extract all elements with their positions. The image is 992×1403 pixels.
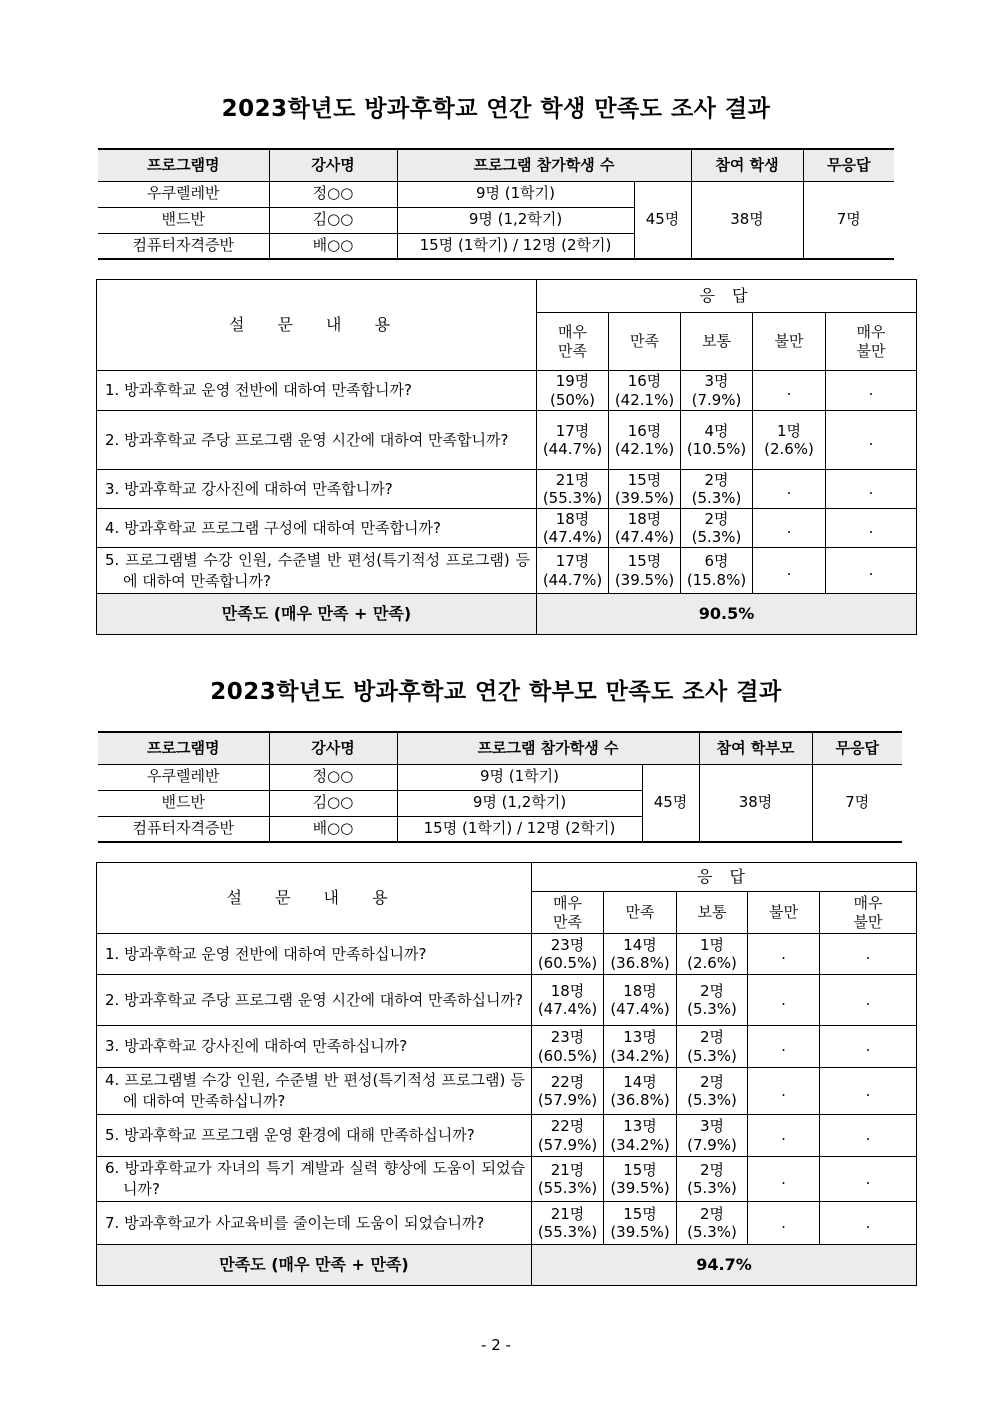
dissatisfied-value: 1명 (2.6%) <box>753 411 826 470</box>
table-row <box>97 975 917 1026</box>
table-row <box>97 371 917 411</box>
very-dissatisfied-value: . <box>826 371 917 411</box>
very-satisfied-value: 21명 (55.3%) <box>537 470 609 509</box>
question-text: 3. 방과후학교 강사진에 대하여 만족합니까? <box>105 479 393 498</box>
very-dissatisfied-value: . <box>826 470 917 509</box>
very-dissatisfied-value: . <box>820 975 917 1026</box>
header-no-response: 무응답 <box>812 732 902 764</box>
program-count: 9명 (1,2학기) <box>397 790 642 816</box>
option-very-satisfied: 매우 만족 <box>532 892 604 934</box>
teacher-name: 배○○ <box>269 233 397 259</box>
dissatisfied-value: . <box>748 1026 820 1068</box>
satisfaction-value: 94.7% <box>532 1245 917 1286</box>
table-row <box>97 548 917 594</box>
survey-content-header: 설 문 내 용 <box>97 863 532 934</box>
satisfied-value: 14명 (36.8%) <box>604 934 677 975</box>
student-survey-table <box>96 279 917 635</box>
table-row <box>97 411 917 470</box>
satisfied-value: 16명 (42.1%) <box>609 371 681 411</box>
very-dissatisfied-value: . <box>826 411 917 470</box>
neutral-value: 2명 (5.3%) <box>677 1202 748 1245</box>
satisfied-value: 15명 (39.5%) <box>609 470 681 509</box>
satisfied-value: 13명 (34.2%) <box>604 1115 677 1157</box>
program-count: 9명 (1학기) <box>397 181 634 207</box>
teacher-name: 배○○ <box>269 816 397 842</box>
teacher-name: 정○○ <box>269 181 397 207</box>
very-satisfied-value: 17명 (44.7%) <box>537 548 609 594</box>
very-satisfied-value: 17명 (44.7%) <box>537 411 609 470</box>
header-teacher: 강사명 <box>269 732 397 764</box>
program-name: 밴드반 <box>98 207 269 233</box>
very-satisfied-value: 19명 (50%) <box>537 371 609 411</box>
question-text: 7. 방과후학교가 사교육비를 줄이는데 도움이 되었습니까? <box>105 1213 485 1232</box>
very-satisfied-value: 21명 (55.3%) <box>532 1202 604 1245</box>
neutral-value: 3명 (7.9%) <box>677 1115 748 1157</box>
response-header: 응 답 <box>532 863 917 892</box>
satisfied-value: 13명 (34.2%) <box>604 1026 677 1068</box>
neutral-value: 2명 (5.3%) <box>681 509 753 548</box>
very-dissatisfied-value: . <box>820 1157 917 1202</box>
option-satisfied: 만족 <box>609 313 681 371</box>
neutral-value: 3명 (7.9%) <box>681 371 753 411</box>
neutral-value: 2명 (5.3%) <box>681 470 753 509</box>
table-row <box>97 1202 917 1245</box>
very-dissatisfied-value: . <box>820 1026 917 1068</box>
header-teacher: 강사명 <box>269 149 397 181</box>
header-program-name: 프로그램명 <box>98 149 269 181</box>
parent-program-table <box>98 731 902 843</box>
option-dissatisfied: 불만 <box>748 892 820 934</box>
option-neutral: 보통 <box>677 892 748 934</box>
very-dissatisfied-value: . <box>820 1068 917 1115</box>
dissatisfied-value: . <box>748 934 820 975</box>
option-very-dissatisfied: 매우 불만 <box>826 313 917 371</box>
dissatisfied-value: . <box>748 1157 820 1202</box>
satisfied-value: 16명 (42.1%) <box>609 411 681 470</box>
option-very-satisfied: 매우 만족 <box>537 313 609 371</box>
neutral-value: 2명 (5.3%) <box>677 1068 748 1115</box>
question-text: 2. 방과후학교 주당 프로그램 운영 시간에 대하여 만족합니까? <box>105 430 509 449</box>
neutral-value: 6명 (15.8%) <box>681 548 753 594</box>
dissatisfied-value: . <box>748 1202 820 1245</box>
dissatisfied-value: . <box>748 1068 820 1115</box>
student-section-title: 2023학년도 방과후학교 연간 학생 만족도 조사 결과 <box>221 96 771 122</box>
satisfaction-value: 90.5% <box>537 594 917 635</box>
response-header: 응 답 <box>537 280 917 313</box>
program-name: 우쿠렐레반 <box>98 181 269 207</box>
parent-section-title: 2023학년도 방과후학교 연간 학부모 만족도 조사 결과 <box>210 679 782 705</box>
question-text: 5. 프로그램별 수강 인원, 수준별 반 편성(특기적성 프로그램) 등에 대하여 만족합니까? <box>105 550 530 590</box>
very-satisfied-value: 23명 (60.5%) <box>532 1026 604 1068</box>
dissatisfied-value: . <box>753 371 826 411</box>
very-dissatisfied-value: . <box>820 1202 917 1245</box>
program-count: 9명 (1학기) <box>397 764 642 790</box>
option-dissatisfied: 불만 <box>753 313 826 371</box>
satisfied-value: 15명 (39.5%) <box>604 1202 677 1245</box>
program-count: 15명 (1학기) / 12명 (2학기) <box>397 233 634 259</box>
satisfied-value: 14명 (36.8%) <box>604 1068 677 1115</box>
no-response-count: 7명 <box>812 764 902 842</box>
page-number: - 2 - <box>481 1336 511 1354</box>
very-satisfied-value: 18명 (47.4%) <box>537 509 609 548</box>
question-text: 2. 방과후학교 주당 프로그램 운영 시간에 대하여 만족하십니까? <box>105 990 523 1009</box>
dissatisfied-value: . <box>753 470 826 509</box>
dissatisfied-value: . <box>753 548 826 594</box>
very-dissatisfied-value: . <box>820 934 917 975</box>
survey-content-header: 설 문 내 용 <box>97 280 537 371</box>
question-text: 4. 방과후학교 프로그램 구성에 대하여 만족합니까? <box>105 518 441 537</box>
neutral-value: 2명 (5.3%) <box>677 975 748 1026</box>
dissatisfied-value: . <box>753 509 826 548</box>
header-program-name: 프로그램명 <box>98 732 269 764</box>
satisfied-value: 15명 (39.5%) <box>609 548 681 594</box>
teacher-name: 김○○ <box>269 790 397 816</box>
header-participating: 참여 학부모 <box>699 732 812 764</box>
participating-students: 38명 <box>691 181 803 259</box>
very-satisfied-value: 22명 (57.9%) <box>532 1068 604 1115</box>
neutral-value: 4명 (10.5%) <box>681 411 753 470</box>
participating-parents: 38명 <box>699 764 812 842</box>
program-count: 9명 (1,2학기) <box>397 207 634 233</box>
very-satisfied-value: 23명 (60.5%) <box>532 934 604 975</box>
question-text: 1. 방과후학교 운영 전반에 대하여 만족합니까? <box>105 381 412 399</box>
program-name: 밴드반 <box>98 790 269 816</box>
question-text: 3. 방과후학교 강사진에 대하여 만족하십니까? <box>105 1037 408 1055</box>
question-text: 5. 방과후학교 프로그램 운영 환경에 대해 만족하십니까? <box>105 1126 475 1144</box>
teacher-name: 김○○ <box>269 207 397 233</box>
satisfied-value: 15명 (39.5%) <box>604 1157 677 1202</box>
program-name: 컴퓨터자격증반 <box>98 816 269 842</box>
header-no-response: 무응답 <box>803 149 894 181</box>
table-row <box>97 1068 917 1115</box>
very-satisfied-value: 18명 (47.4%) <box>532 975 604 1026</box>
satisfaction-row <box>97 594 917 635</box>
dissatisfied-value: . <box>748 975 820 1026</box>
table-row <box>97 1157 917 1202</box>
question-text: 4. 프로그램별 수강 인원, 수준별 반 편성(특기적성 프로그램) 등에 대하여 만족하십니까? <box>105 1071 525 1110</box>
neutral-value: 1명 (2.6%) <box>677 934 748 975</box>
program-count: 15명 (1학기) / 12명 (2학기) <box>397 816 642 842</box>
table-row <box>97 509 917 548</box>
student-program-table <box>98 148 894 260</box>
very-dissatisfied-value: . <box>820 1115 917 1157</box>
neutral-value: 2명 (5.3%) <box>677 1157 748 1202</box>
table-row <box>97 1115 917 1157</box>
total-students: 45명 <box>634 181 691 259</box>
satisfied-value: 18명 (47.4%) <box>604 975 677 1026</box>
teacher-name: 정○○ <box>269 764 397 790</box>
question-text: 6. 방과후학교가 자녀의 특기 계발과 실력 향상에 도움이 되었습니까? <box>105 1159 525 1198</box>
satisfaction-label: 만족도 (매우 만족 + 만족) <box>97 594 537 635</box>
very-dissatisfied-value: . <box>826 548 917 594</box>
neutral-value: 2명 (5.3%) <box>677 1026 748 1068</box>
table-row <box>97 1026 917 1068</box>
question-text: 1. 방과후학교 운영 전반에 대하여 만족하십니까? <box>105 944 427 963</box>
program-name: 컴퓨터자격증반 <box>98 233 269 259</box>
header-participant-count: 프로그램 참가학생 수 <box>397 149 691 181</box>
dissatisfied-value: . <box>748 1115 820 1157</box>
very-satisfied-value: 21명 (55.3%) <box>532 1157 604 1202</box>
very-dissatisfied-value: . <box>826 509 917 548</box>
satisfied-value: 18명 (47.4%) <box>609 509 681 548</box>
total-students: 45명 <box>642 764 699 842</box>
header-participating: 참여 학생 <box>691 149 803 181</box>
very-satisfied-value: 22명 (57.9%) <box>532 1115 604 1157</box>
parent-survey-table <box>96 862 917 1286</box>
program-name: 우쿠렐레반 <box>98 764 269 790</box>
no-response-count: 7명 <box>803 181 894 259</box>
table-row <box>97 934 917 975</box>
option-neutral: 보통 <box>681 313 753 371</box>
satisfaction-label: 만족도 (매우 만족 + 만족) <box>97 1245 532 1286</box>
option-satisfied: 만족 <box>604 892 677 934</box>
option-very-dissatisfied: 매우 불만 <box>820 892 917 934</box>
satisfaction-row <box>97 1245 917 1286</box>
header-participant-count: 프로그램 참가학생 수 <box>397 732 699 764</box>
table-row <box>97 470 917 509</box>
